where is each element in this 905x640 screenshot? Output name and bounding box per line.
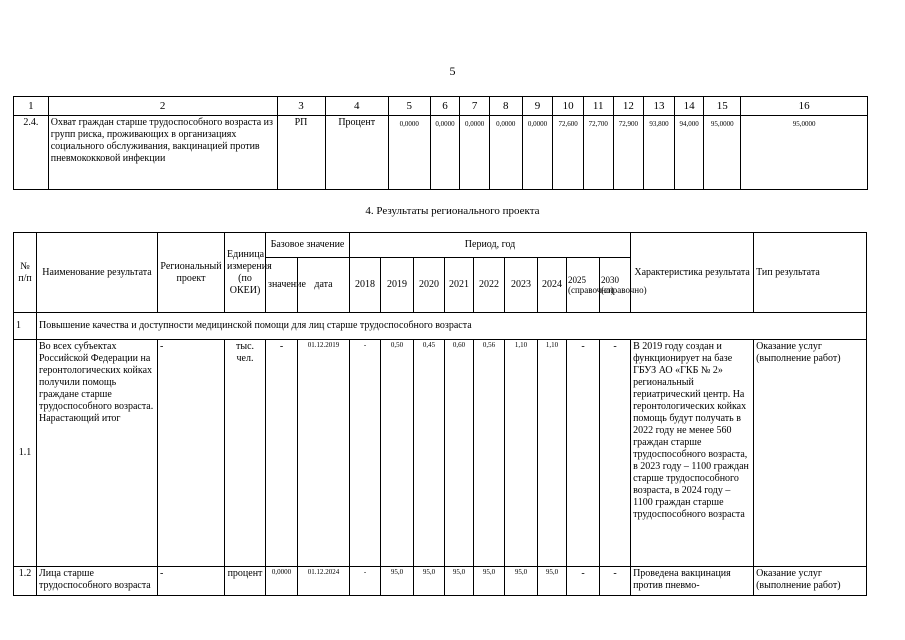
column-number: 3 <box>277 97 325 116</box>
indicator-value: 72,900 <box>613 116 644 190</box>
result-name: Лица старше трудоспособного возраста <box>37 567 158 596</box>
results-table <box>13 232 867 596</box>
result-characteristic: Проведена вакцинация против пневмо- <box>631 567 754 596</box>
header-year: 2020 <box>414 258 445 313</box>
year-value: 95,0 <box>381 567 414 596</box>
result-characteristic: В 2019 году создан и функционирует на базе ГБУЗ АО «ГКБ № 2» региональный гериатрический центр. На геронтологических койках помощь будут получать в 2022 году не менее 560 граждан старше трудоспособного возраста, в 2023 году – 1100 граждан старше трудоспособного возраста, в 2024 году – 1100 граждан старше трудоспособного возраста <box>631 340 754 567</box>
section-row <box>14 313 867 340</box>
indicator-value: 95,0000 <box>704 116 741 190</box>
year-value: 1,10 <box>505 340 538 567</box>
year-value: 95,0 <box>505 567 538 596</box>
header-period: Период, год <box>350 233 631 258</box>
year-2030-value: - <box>600 340 631 567</box>
year-value: 95,0 <box>414 567 445 596</box>
section-heading: Повышение качества и доступности медицинской помощи для лиц старше трудоспособного возраста <box>37 313 867 340</box>
section-title: 4. Результаты регионального проекта <box>365 205 540 217</box>
year-value: - <box>350 567 381 596</box>
column-number: 14 <box>674 97 704 116</box>
table-header-row <box>14 233 867 258</box>
indicator-value: 72,700 <box>583 116 613 190</box>
year-2025-value: - <box>567 340 600 567</box>
column-number: 7 <box>460 97 490 116</box>
column-number: 10 <box>553 97 584 116</box>
header-year: 2024 <box>538 258 567 313</box>
row-number: 2.4. <box>14 116 49 190</box>
column-number: 11 <box>583 97 613 116</box>
column-number: 15 <box>704 97 741 116</box>
header-year: 2022 <box>474 258 505 313</box>
indicator-value: 0,0000 <box>388 116 430 190</box>
header-result-name: Наименование результата <box>37 233 158 313</box>
table-row <box>14 340 867 567</box>
regional-project: - <box>158 340 225 567</box>
result-type: Оказание услуг (выполнение работ) <box>754 340 867 567</box>
table-row <box>14 116 868 190</box>
indicator-value: 0,0000 <box>460 116 490 190</box>
header-year: 2023 <box>505 258 538 313</box>
table-header-row <box>14 97 868 116</box>
header-base-number: значение <box>266 258 298 313</box>
header-number: № п/п <box>14 233 37 313</box>
page-number: 5 <box>449 64 456 78</box>
column-number: 8 <box>489 97 522 116</box>
header-year: 2019 <box>381 258 414 313</box>
base-value: - <box>266 340 298 567</box>
column-number: 2 <box>48 97 277 116</box>
header-regional-project: Региональный проект <box>158 233 225 313</box>
year-value: 95,0 <box>445 567 474 596</box>
result-unit: процент <box>225 567 266 596</box>
base-value: 0,0000 <box>266 567 298 596</box>
indicators-table <box>13 96 868 190</box>
year-2030-value: - <box>600 567 631 596</box>
section-number: 1 <box>14 313 37 340</box>
year-value: 0,45 <box>414 340 445 567</box>
result-type: Оказание услуг (выполнение работ) <box>754 567 867 596</box>
column-number: 16 <box>741 97 868 116</box>
column-number: 4 <box>325 97 388 116</box>
regional-project: - <box>158 567 225 596</box>
year-value: 0,60 <box>445 340 474 567</box>
indicator-value: 0,0000 <box>430 116 460 190</box>
indicator-name: Охват граждан старше трудоспособного возраста из групп риска, проживающих в организациях социального обслуживания, вакцинацией против пневмококковой инфекции <box>48 116 277 190</box>
header-base-value: Базовое значение <box>266 233 350 258</box>
indicator-value: 72,600 <box>553 116 584 190</box>
header-result-type: Тип результата <box>754 233 867 313</box>
year-value: 95,0 <box>538 567 567 596</box>
result-name: Во всех субъектах Российской Федерации на геронтологических койках получили помощь граждане старше трудоспособного возраста. Нарастающий итог <box>37 340 158 567</box>
row-number: 1.2 <box>14 567 37 596</box>
column-number: 6 <box>430 97 460 116</box>
header-year-2030: 2030 (справочно) <box>600 258 631 313</box>
header-year-2025: 2025 (справочно) <box>567 258 600 313</box>
header-year: 2018 <box>350 258 381 313</box>
header-unit: Единица измерения (по ОКЕИ) <box>225 233 266 313</box>
indicator-value: 95,0000 <box>741 116 868 190</box>
base-date: 01.12.2024 <box>298 567 350 596</box>
header-year: 2021 <box>445 258 474 313</box>
indicator-value: 94,000 <box>674 116 704 190</box>
column-number: 13 <box>644 97 675 116</box>
year-value: 0,50 <box>381 340 414 567</box>
indicator-value: 0,0000 <box>522 116 553 190</box>
indicator-value: 0,0000 <box>489 116 522 190</box>
column-number: 1 <box>14 97 49 116</box>
row-number: 1.1 <box>14 340 37 567</box>
column-number: 5 <box>388 97 430 116</box>
header-characteristic: Характеристика результата <box>631 233 754 313</box>
column-number: 12 <box>613 97 644 116</box>
indicator-value: 93,800 <box>644 116 675 190</box>
column-number: 9 <box>522 97 553 116</box>
base-date: 01.12.2019 <box>298 340 350 567</box>
year-2025-value: - <box>567 567 600 596</box>
header-base-date: дата <box>298 258 350 313</box>
indicator-unit: Процент <box>325 116 388 190</box>
year-value: - <box>350 340 381 567</box>
year-value: 0,56 <box>474 340 505 567</box>
year-value: 95,0 <box>474 567 505 596</box>
table-row <box>14 567 867 596</box>
year-value: 1,10 <box>538 340 567 567</box>
result-unit: тыс. чел. <box>225 340 266 567</box>
indicator-level: РП <box>277 116 325 190</box>
